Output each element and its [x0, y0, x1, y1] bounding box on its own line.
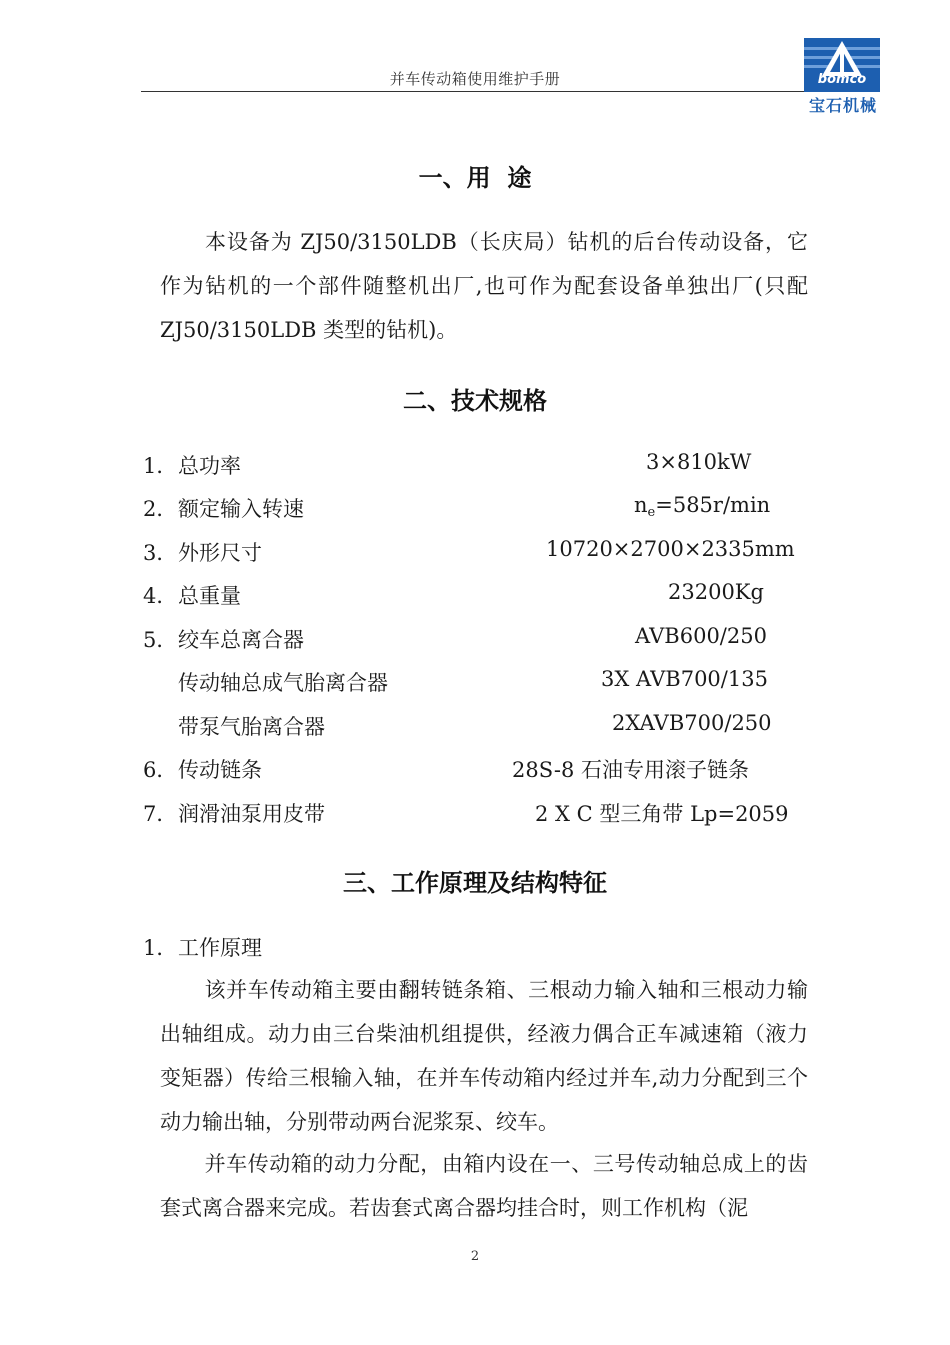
- spec-value-symbol: n: [634, 493, 648, 517]
- spec-label: 总功率: [178, 454, 241, 478]
- spec-row: [0, 798, 950, 828]
- spec-number: 1．: [143, 454, 178, 478]
- spec-label: 额定输入转速: [178, 497, 304, 521]
- section3-paragraph-2-text: 并车传动箱的动力分配，由箱内设在一、三号传动轴总成上的齿套式离合器来完成。若齿套式离合器均挂合时，则工作机构（泥: [160, 1152, 808, 1220]
- section1-heading-num: 一、: [418, 164, 467, 192]
- spec-value-text: =585r/min: [655, 493, 771, 517]
- spec-label: 外形尺寸: [178, 541, 262, 565]
- spec-label: 带泵气胎离合器: [178, 715, 325, 739]
- spec-value: 3×810kW: [646, 450, 752, 474]
- spec-row: [0, 754, 950, 784]
- section3-item-number: 1．: [143, 936, 178, 960]
- spec-row: [0, 667, 950, 697]
- spec-label: 传动链条: [178, 758, 262, 782]
- spec-row: [0, 711, 950, 741]
- section3-paragraph-1-text: 该并车传动箱主要由翻转链条箱、三根动力输入轴和三根动力输出轴组成。动力由三台柴油机组提供，经液力偶合正车减速箱（液力变矩器）传给三根输入轴，在并车传动箱内经过并车,动力分配到三个动力输出轴，分别带动两台泥浆泵、绞车。: [160, 978, 808, 1134]
- spec-value-subscript: e: [647, 505, 656, 520]
- spec-label: 润滑油泵用皮带: [178, 802, 325, 826]
- spec-row: [0, 580, 950, 610]
- spec-label: 总重量: [178, 584, 241, 608]
- spec-row: [0, 624, 950, 654]
- spec-label: 传动轴总成气胎离合器: [178, 671, 388, 695]
- header-rule: [141, 91, 806, 92]
- spec-number: 4．: [143, 584, 178, 608]
- spec-row: [0, 537, 950, 567]
- spec-value: AVB600/250: [635, 624, 767, 648]
- section1-heading-text: 用 途: [466, 164, 532, 192]
- spec-label: 绞车总离合器: [178, 628, 304, 652]
- section3-item-title: 工作原理: [178, 936, 262, 960]
- section1-paragraph-text: 本设备为 ZJ50/3150LDB（长庆局）钻机的后台传动设备，它作为钻机的一个部件随整机出厂,也可作为配套设备单独出厂(只配 ZJ50/3150LDB 类型的钻机)。: [160, 230, 808, 342]
- spec-row: [0, 450, 950, 480]
- spec-value: 28S-8 石油专用滚子链条: [512, 758, 750, 782]
- spec-value: 2XAVB700/250: [612, 711, 772, 735]
- section3-heading: 三、工作原理及结构特征: [343, 869, 607, 897]
- spec-value: 2 X C 型三角带 Lp=2059: [535, 802, 789, 826]
- spec-number: 7．: [143, 802, 178, 826]
- company-logo: [804, 38, 882, 116]
- spec-number: 6．: [143, 758, 178, 782]
- logo-text-cn: 宝石机械: [808, 96, 877, 115]
- logo-emblem: [804, 38, 880, 92]
- spec-number: 5．: [143, 628, 178, 652]
- logo-text-en: bomco: [817, 72, 867, 87]
- section2-heading: 二、技术规格: [403, 387, 547, 415]
- spec-row: [0, 493, 950, 523]
- header-title: 并车传动箱使用维护手册: [389, 70, 561, 88]
- spec-number: 2．: [143, 497, 178, 521]
- spec-value: 23200Kg: [668, 580, 764, 604]
- section3-paragraph-1: [160, 968, 808, 1144]
- spec-number: 3．: [143, 541, 178, 565]
- spec-value: [634, 493, 770, 520]
- page-number: 2: [470, 1249, 480, 1264]
- section3-paragraph-2: [160, 1142, 808, 1230]
- spec-value: 10720×2700×2335mm: [546, 537, 795, 561]
- section1-paragraph: [160, 220, 808, 352]
- section3-item-heading: [0, 932, 950, 962]
- spec-value: 3X AVB700/135: [601, 667, 768, 691]
- section1-heading: [0, 158, 950, 193]
